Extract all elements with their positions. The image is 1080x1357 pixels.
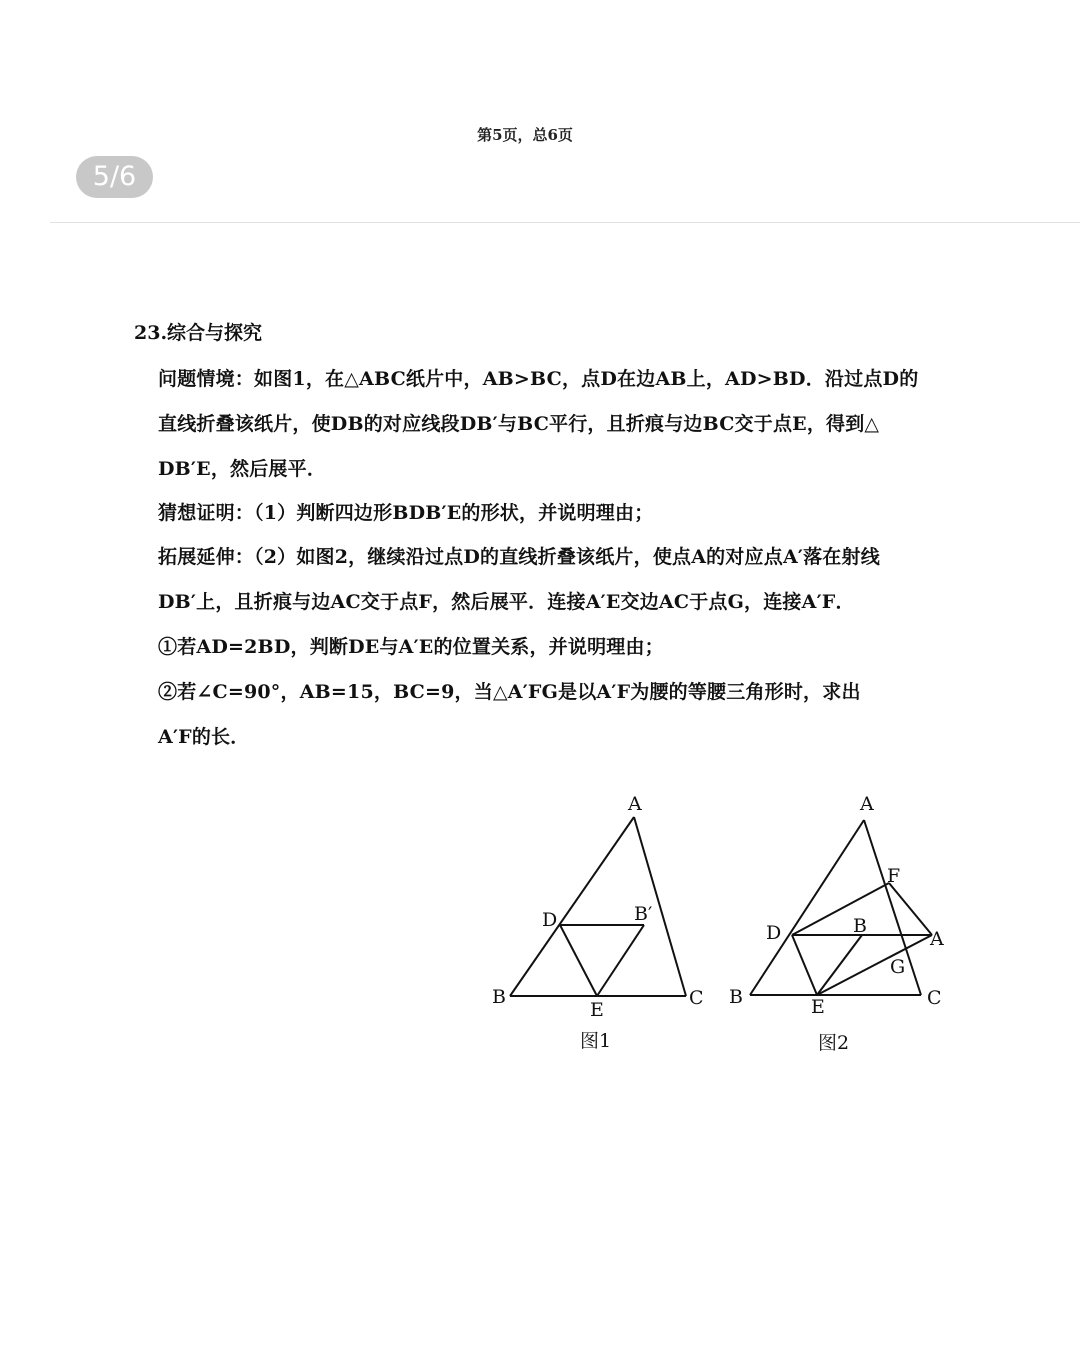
page-indicator[interactable]: 5/6: [76, 156, 153, 198]
figure-1: [510, 817, 686, 996]
fig2-segment-fa-prime: [889, 883, 932, 935]
figure-1-caption: 图1: [580, 1030, 612, 1052]
question-line-3: DB′E，然后展平．: [158, 458, 327, 480]
question-line-9: A′F的长．: [158, 726, 250, 748]
page-footer-text: 第5页，总6页: [477, 126, 573, 144]
fig2-label-c: C: [927, 987, 942, 1009]
fig1-label-a: A: [628, 793, 642, 815]
fig1-label-b-prime: B′: [634, 903, 653, 925]
question-line-7: ①若AD=2BD，判断DE与A′E的位置关系，并说明理由；: [158, 636, 664, 658]
fig2-segment-eb-prime: [817, 935, 862, 995]
question-line-2: 直线折叠该纸片，使DB的对应线段DB′与BC平行，且折痕与边BC交于点E，得到△: [158, 413, 880, 435]
fig2-label-a-prime: A: [930, 928, 944, 950]
figure-2-caption: 图2: [818, 1032, 850, 1054]
question-line-8: ②若∠C=90°，AB=15，BC=9，当△A′FG是以A′F为腰的等腰三角形时，求出: [158, 681, 861, 703]
fig2-label-a: A: [860, 793, 874, 815]
fig1-segment-eb-prime: [597, 925, 644, 996]
question-line-1: 问题情境：如图1，在△ABC纸片中，AB>BC，点D在边AB上，AD>BD．沿过点D的: [158, 368, 919, 390]
question-title: 23.综合与探究: [134, 322, 263, 344]
fig1-label-b: B: [492, 986, 506, 1008]
question-line-6: DB′上，且折痕与边AC交于点F，然后展平．连接A′E交边AC于点G，连接A′F．: [158, 591, 855, 613]
fig2-label-e: E: [811, 996, 825, 1018]
fig2-label-b-prime: B: [853, 915, 867, 937]
fig2-label-d: D: [766, 922, 782, 944]
fig1-label-d: D: [542, 909, 558, 931]
fig2-segment-de: [792, 935, 817, 995]
fig2-segment-ea-prime: [817, 935, 932, 995]
question-line-5: 拓展延伸：（2）如图2，继续沿过点D的直线折叠该纸片，使点A的对应点A′落在射线: [158, 546, 880, 568]
fig2-label-g: G: [890, 956, 906, 978]
fig1-segment-de: [560, 925, 597, 996]
fig1-label-c: C: [689, 987, 704, 1009]
fig2-label-f: F: [887, 865, 901, 887]
fig1-label-e: E: [590, 999, 604, 1021]
fig2-label-b: B: [729, 986, 743, 1008]
question-line-4: 猜想证明：（1）判断四边形BDB′E的形状，并说明理由；: [158, 502, 654, 524]
